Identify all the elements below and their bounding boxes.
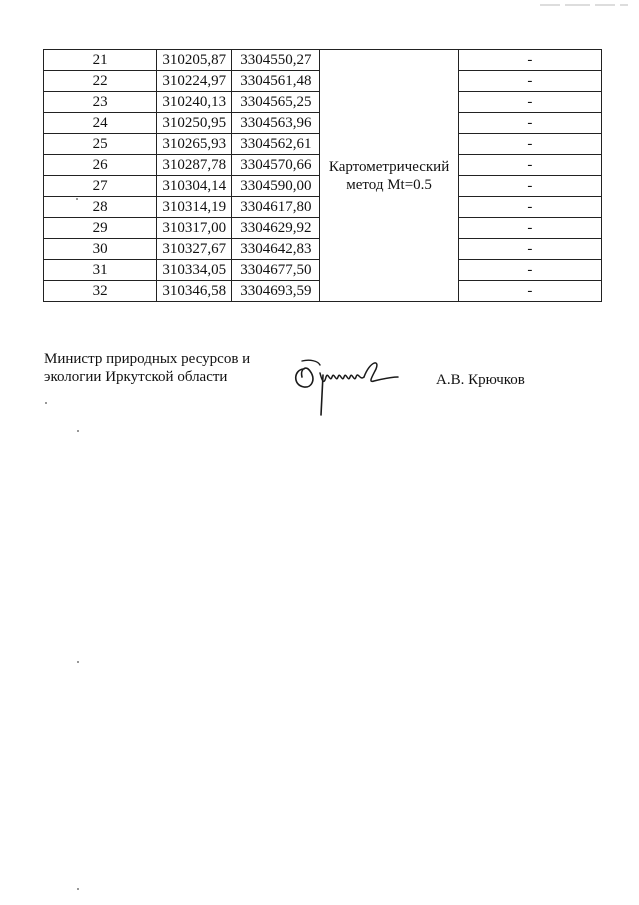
coordinate-y-cell: 3304563,96 [232,113,320,134]
handwritten-signature [290,355,402,419]
scan-speck [76,198,78,200]
row-number-cell: 22 [44,71,157,92]
signer-name: А.В. Крючков [436,372,525,388]
accuracy-value-cell: - [458,155,601,176]
accuracy-value-cell: - [458,50,601,71]
coordinate-y-cell: 3304642,83 [232,239,320,260]
coordinate-x-cell: 310317,00 [157,218,232,239]
row-number-cell: 26 [44,155,157,176]
accuracy-value-cell: - [458,113,601,134]
coordinate-x-cell: 310314,19 [157,197,232,218]
row-number-cell: 32 [44,281,157,302]
scan-speck [45,402,47,404]
coordinate-x-cell: 310205,87 [157,50,232,71]
accuracy-value-cell: - [458,218,601,239]
coordinate-y-cell: 3304550,27 [232,50,320,71]
coordinates-table-body [44,50,602,302]
coordinate-x-cell: 310287,78 [157,155,232,176]
scan-speck [77,888,79,890]
accuracy-value-cell: - [458,92,601,113]
coordinate-x-cell: 310304,14 [157,176,232,197]
row-number-cell: 29 [44,218,157,239]
coordinate-y-cell: 3304677,50 [232,260,320,281]
coordinate-y-cell: 3304562,61 [232,134,320,155]
scan-speck [77,661,79,663]
scan-speck [77,430,79,432]
accuracy-value-cell: - [458,239,601,260]
coordinate-x-cell: 310346,58 [157,281,232,302]
coordinate-y-cell: 3304629,92 [232,218,320,239]
row-number-cell: 28 [44,197,157,218]
method-cell: Картометрический метод Mt=0.5 [320,50,458,302]
row-number-cell: 24 [44,113,157,134]
row-number-cell: 31 [44,260,157,281]
table-row [44,50,602,71]
accuracy-value-cell: - [458,134,601,155]
coordinate-x-cell: 310327,67 [157,239,232,260]
accuracy-value-cell: - [458,260,601,281]
signer-position-line-1: Министр природных ресурсов и [44,351,251,367]
coordinate-y-cell: 3304693,59 [232,281,320,302]
row-number-cell: 30 [44,239,157,260]
coordinate-y-cell: 3304561,48 [232,71,320,92]
accuracy-value-cell: - [458,176,601,197]
coordinate-x-cell: 310224,97 [157,71,232,92]
row-number-cell: 23 [44,92,157,113]
row-number-cell: 21 [44,50,157,71]
coordinate-y-cell: 3304590,00 [232,176,320,197]
coordinate-x-cell: 310265,93 [157,134,232,155]
accuracy-value-cell: - [458,197,601,218]
coordinate-x-cell: 310240,13 [157,92,232,113]
signer-position-line-2: экологии Иркутской области [44,369,228,385]
coordinate-y-cell: 3304570,66 [232,155,320,176]
coordinate-x-cell: 310250,95 [157,113,232,134]
accuracy-value-cell: - [458,71,601,92]
signer-position [44,350,250,386]
accuracy-value-cell: - [458,281,601,302]
coordinate-y-cell: 3304617,80 [232,197,320,218]
coordinate-y-cell: 3304565,25 [232,92,320,113]
coordinate-x-cell: 310334,05 [157,260,232,281]
row-number-cell: 27 [44,176,157,197]
coordinates-table [43,49,602,302]
scan-header-marks [540,3,630,7]
row-number-cell: 25 [44,134,157,155]
